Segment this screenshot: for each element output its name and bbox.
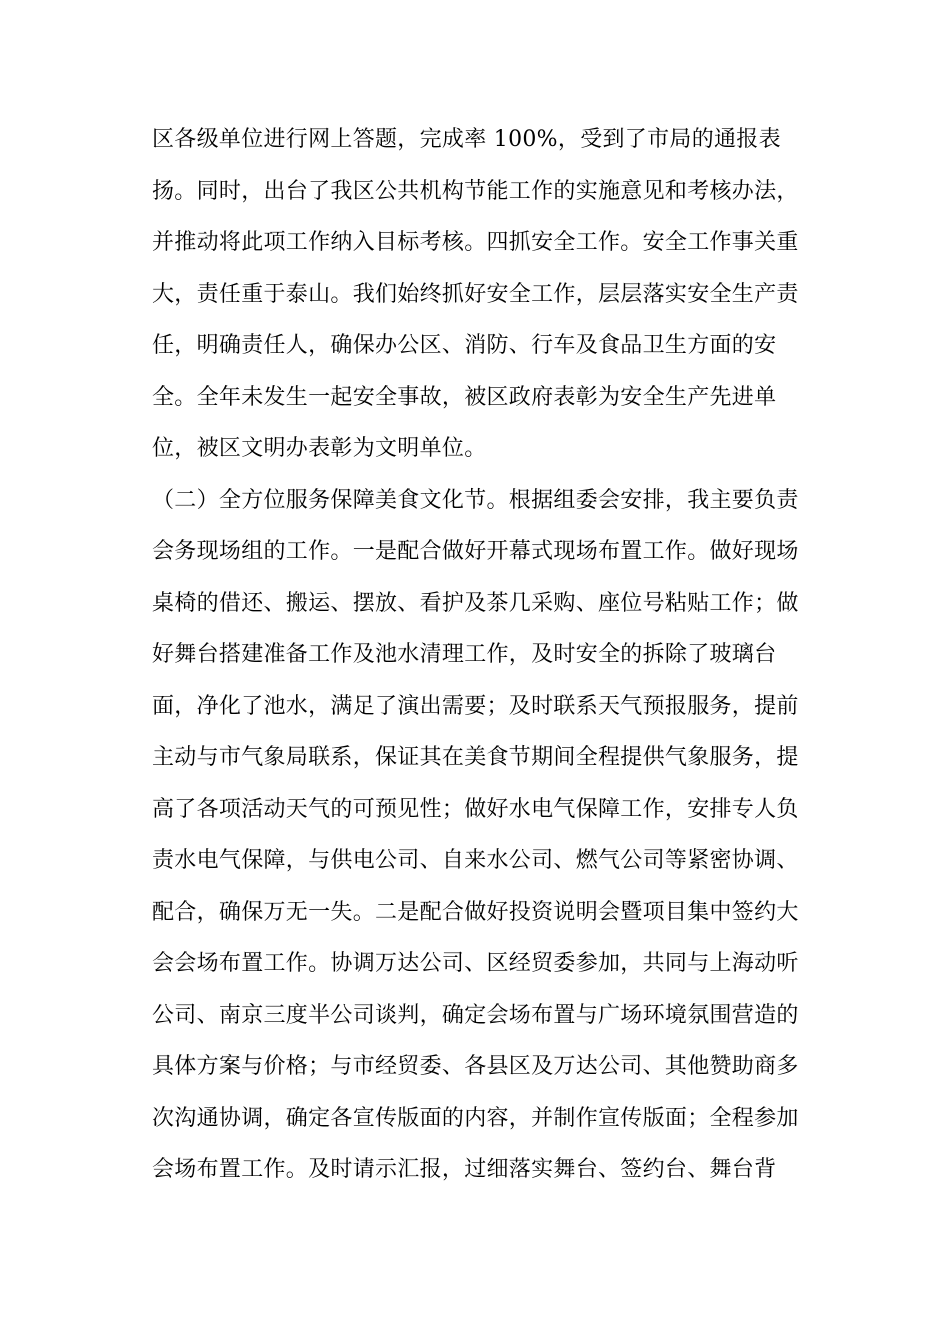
text-line: 高了各项活动天气的可预见性；做好水电气保障工作，安排专人负 [152, 796, 799, 822]
text-line: 大，责任重于泰山。我们始终抓好安全工作，层层落实安全生产责 [152, 281, 799, 307]
text-line: 会会场布置工作。协调万达公司、区经贸委参加，共同与上海动听 [152, 951, 799, 976]
text-line: 全。全年未发生一起安全事故，被区政府表彰为安全生产先进单 [152, 384, 777, 410]
text-line: 会务现场组的工作。一是配合做好开幕式现场布置工作。做好现场 [152, 539, 799, 564]
text-line: 区各级单位进行网上答题，完成率 100%，受到了市局的通报表 [152, 127, 781, 152]
text-line: 位，被区文明办表彰为文明单位。 [152, 436, 487, 461]
text-line: 面，净化了池水，满足了演出需要；及时联系天气预报服务，提前 [152, 693, 799, 719]
text-line: 会场布置工作。及时请示汇报，过细落实舞台、签约台、舞台背 [152, 1157, 777, 1182]
body-text [152, 114, 812, 1196]
text-line: 并推动将此项工作纳入目标考核。四抓安全工作。安全工作事关重 [152, 230, 799, 255]
text-line: 扬。同时，出台了我区公共机构节能工作的实施意见和考核办法， [152, 178, 799, 204]
text-line: 配合，确保万无一失。二是配合做好投资说明会暨项目集中签约大 [152, 899, 799, 925]
section-heading-line: （二）全方位服务保障美食文化节。根据组委会安排，我主要负责 [152, 487, 799, 513]
text-line: 具体方案与价格；与市经贸委、各县区及万达公司、其他赞助商多 [152, 1054, 799, 1079]
text-line: 好舞台搭建准备工作及池水清理工作，及时安全的拆除了玻璃台 [152, 642, 777, 667]
text-line: 任，明确责任人，确保办公区、消防、行车及食品卫生方面的安 [152, 333, 777, 358]
text-line: 公司、南京三度半公司谈判，确定会场布置与广场环境氛围营造的 [152, 1002, 799, 1028]
text-line: 桌椅的借还、搬运、摆放、看护及茶几采购、座位号粘贴工作；做 [152, 590, 799, 616]
text-line: 主动与市气象局联系，保证其在美食节期间全程提供气象服务，提 [152, 745, 799, 770]
text-line: 次沟通协调，确定各宣传版面的内容，并制作宣传版面；全程参加 [152, 1105, 799, 1131]
text-line: 责水电气保障，与供电公司、自来水公司、燃气公司等紧密协调、 [152, 848, 799, 873]
